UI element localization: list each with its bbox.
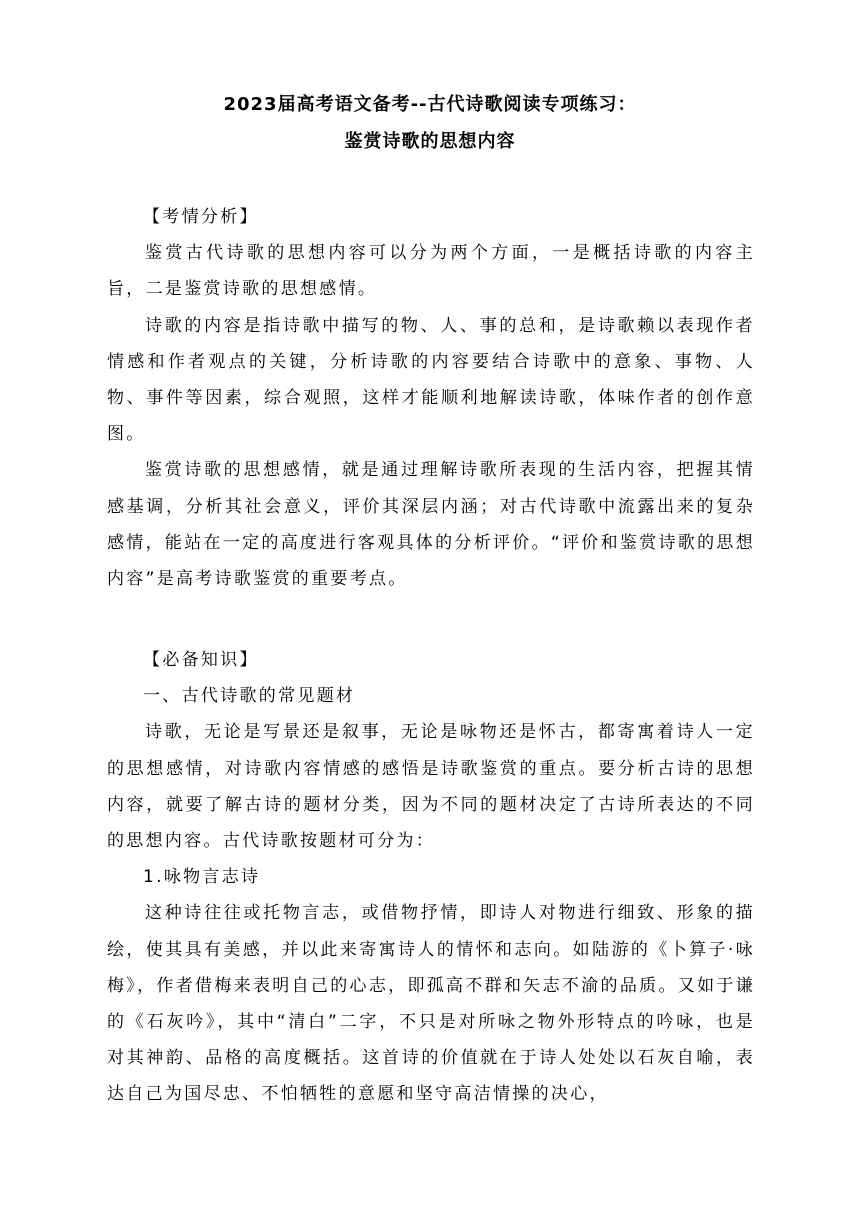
paragraph: 鉴赏古代诗歌的思想内容可以分为两个方面，一是概括诗歌的内容主旨，二是鉴赏诗歌的思想感情。 [107,243,755,300]
paragraph: 诗歌的内容是指诗歌中描写的物、人、事的总和，是诗歌赖以表现作者情感和作者观点的关键，分析诗歌的内容要结合诗歌中的意象、事物、人物、事件等因素，综合观照，这样才能顺利地解读诗歌，体味作者的创作意图。 [107,315,755,445]
section-heading-exam-analysis: 【考情分析】 [143,207,259,227]
subheading-poetry-themes: 一、古代诗歌的常见题材 [143,686,356,707]
paragraph: 诗歌，无论是写景还是叙事，无论是咏物还是怀古，都寄寓着诗人一定的思想感情，对诗歌内容情感的感悟是诗歌鉴赏的重点。要分析古诗的思想内容，就要了解古诗的题材分类，因为不同的题材决定了古诗所表达的不同的思想内容。古代诗歌按题材可分为： [107,722,755,852]
item-heading-object-poems: 1.咏物言志诗 [143,867,261,888]
document-title: 2023届高考语文备考--古代诗歌阅读专项练习： [223,94,637,115]
section-exam-analysis [107,199,755,597]
paragraph: 这种诗往往或托物言志，或借物抒情，即诗人对物进行细致、形象的描绘，使其具有美感，并以此来寄寓诗人的情怀和志向。如陆游的《卜算子·咏梅》，作者借梅来表明自己的心志，即孤高不群和矢志不渝的品质。又如于谦的《石灰吟》，其中“清白”二字，不只是对所咏之物外形特点的吟咏，也是对其神韵、品格的高度概括。这首诗的价值就在于诗人处处以石灰自喻，表达自己为国尽忠、不怕牺牲的意愿和坚守高洁情操的决心， [107,903,755,1105]
section-heading-required-knowledge: 【必备知识】 [143,650,259,670]
paragraph: 鉴赏诗歌的思想感情，就是通过理解诗歌所表现的生活内容，把握其情感基调，分析其社会意义，评价其深层内涵；对古代诗歌中流露出来的复杂感情，能站在一定的高度进行客观具体的分析评价。“评价和鉴赏诗歌的思想内容”是高考诗歌鉴赏的重要考点。 [107,460,756,590]
document-subtitle: 鉴赏诗歌的思想内容 [344,131,516,152]
section-required-knowledge [107,642,755,1113]
